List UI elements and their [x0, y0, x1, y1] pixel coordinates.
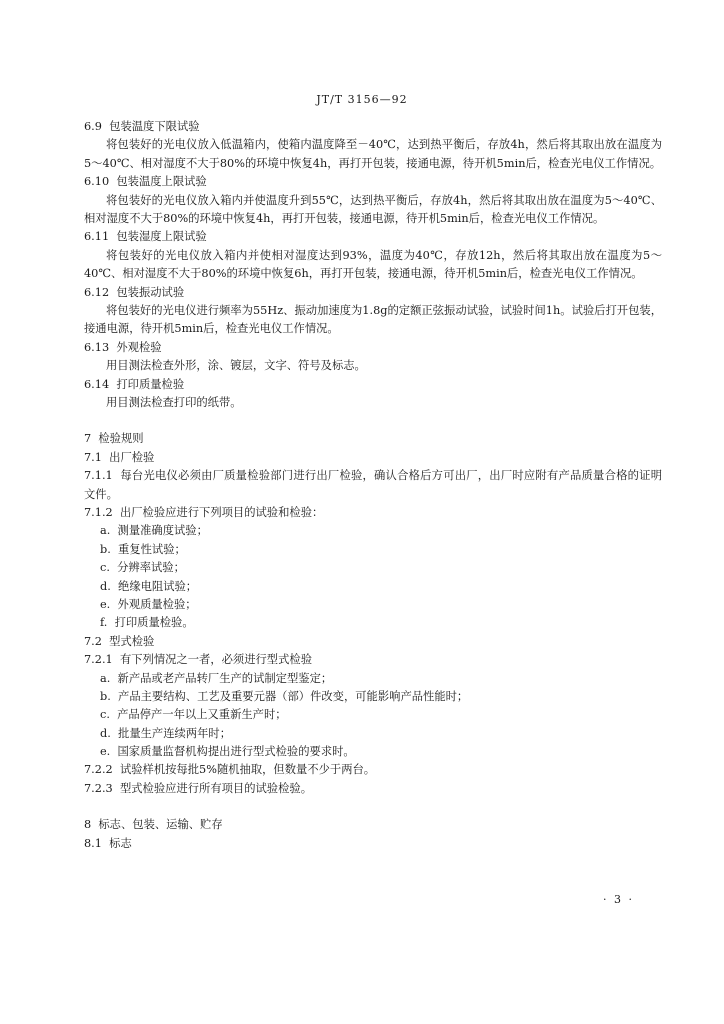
chapter-number: 8: [84, 818, 92, 832]
section-6-11-heading: [84, 228, 662, 246]
section-number: 8.1: [84, 836, 102, 850]
section-number: 6.11: [84, 230, 110, 244]
section-number: 6.9: [84, 120, 102, 133]
section-7-2-heading: [84, 633, 662, 651]
chapter-title: 标志、包装、运输、贮存: [98, 818, 223, 832]
list-item: [84, 522, 662, 540]
section-6-13-heading: [84, 339, 662, 357]
list-text: 测量准确度试验；: [117, 524, 208, 538]
section-6-12-heading: [84, 284, 662, 302]
list-marker: a.: [100, 524, 111, 538]
section-text: 试验样机按每批5%随机抽取，但数量不少于两台。: [119, 763, 376, 777]
section-number: 7.1.1: [84, 469, 113, 483]
section-title: 标志: [109, 836, 132, 850]
list-marker: e.: [100, 745, 111, 759]
section-number: 6.12: [84, 285, 110, 299]
list-marker: b.: [100, 542, 111, 556]
section-6-14-text: 用目测法检查打印的纸带。: [106, 396, 242, 409]
section-number: 7.2: [84, 634, 102, 648]
page-number: · 3 ·: [603, 893, 634, 906]
list-item: [84, 614, 662, 632]
list-text: 新产品或老产品转厂生产的试制定型鉴定；: [117, 671, 333, 685]
list-item: [84, 706, 662, 724]
list-text: 重复性试验；: [118, 542, 186, 556]
chapter-title: 检验规则: [98, 432, 144, 446]
section-title: 包装温度下限试验: [109, 120, 200, 133]
list-text: 批量生产连续两年时；: [118, 726, 231, 740]
section-title: 外观检验: [116, 340, 162, 354]
section-number: 7.2.3: [84, 781, 113, 795]
section-text: 型式检验应进行所有项目的试验检验。: [119, 781, 312, 795]
list-text: 外观质量检验；: [117, 597, 197, 611]
list-marker: a.: [100, 671, 111, 685]
list-text: 产品主要结构、工艺及重要元器（部）件改变，可能影响产品性能时；: [118, 689, 469, 703]
list-text: 绝缘电阻试验；: [118, 579, 198, 593]
section-6-12-text: 将包装好的光电仪进行频率为55Hz、振动加速度为1.8g的定额正弦振动试验，试验时间1h。试验后打开包装，接通电源，待开机5min后，检查光电仪工作情况。: [84, 304, 662, 336]
section-text: 有下列情况之一者，必须进行型式检验: [119, 653, 312, 667]
list-item: [84, 559, 662, 577]
list-text: 分辨率试验；: [117, 561, 185, 575]
section-text: 每台光电仪必须由厂质量检验部门进行出厂检验，确认合格后方可出厂，出厂时应附有产品质量合格的证明文件。: [84, 469, 662, 501]
section-6-11-text: 将包装好的光电仪放入箱内并使相对湿度达到93%，温度为40℃，存放12h，然后将其取出放在温度为5～40℃、相对湿度不大于80%的环境中恢复6h，再打开包装，接通电源，待开机5min后，检查光电仪工作情况。: [84, 248, 662, 281]
section-number: 7.1: [84, 450, 102, 464]
chapter-8-heading: [84, 816, 662, 834]
chapter-number: 7: [84, 432, 92, 446]
list-item: [84, 688, 662, 706]
list-item: [84, 670, 662, 688]
section-7-2-1: [84, 651, 662, 669]
section-number: 6.14: [84, 377, 110, 391]
list-item: [84, 725, 662, 743]
document-body: [84, 118, 662, 853]
section-number: 6.13: [84, 340, 110, 354]
list-item: [84, 596, 662, 614]
list-marker: c.: [100, 561, 110, 575]
section-7-1-2: [84, 504, 662, 522]
section-title: 型式检验: [109, 634, 155, 648]
section-7-1-heading: [84, 449, 662, 467]
section-6-9-text: 将包装好的光电仪放入低温箱内，使箱内温度降至－40℃，达到热平衡后，存放4h，然后将其取出放在温度为5～40℃、相对湿度不大于80%的环境中恢复4h，再打开包装，接通电源，待开机5min后，检查光电仪工作情况。: [84, 138, 662, 170]
section-8-1-heading: [84, 835, 662, 853]
section-number: 7.1.2: [84, 506, 113, 519]
list-marker: e.: [100, 597, 111, 611]
section-title: 打印质量检验: [116, 377, 185, 391]
section-7-2-3: [84, 780, 662, 798]
section-title: 包装湿度上限试验: [116, 230, 207, 244]
section-6-14-heading: [84, 376, 662, 394]
list-text: 打印质量检验。: [114, 616, 194, 630]
list-marker: d.: [100, 579, 111, 593]
list-item: [84, 743, 662, 761]
section-number: 7.2.1: [84, 653, 113, 667]
section-title: 包装温度上限试验: [116, 175, 207, 189]
list-item: [84, 541, 662, 559]
list-marker: c.: [100, 708, 110, 722]
section-6-13-text: 用目测法检查外形，涂、镀层，文字、符号及标志。: [106, 359, 366, 373]
section-6-10-text: 将包装好的光电仪放入箱内并使温度升到55℃，达到热平衡后，存放4h，然后将其取出放在温度为5～40℃、相对湿度不大于80%的环境中恢复4h，再打开包装，接通电源，待开机5min后，检查光电仪工作情况。: [84, 193, 662, 225]
section-title: 包装振动试验: [116, 285, 185, 299]
list-marker: f.: [100, 616, 108, 630]
section-7-2-2: [84, 761, 662, 779]
section-6-9-heading: [84, 118, 662, 136]
section-number: 6.10: [84, 175, 110, 189]
chapter-7-heading: [84, 430, 662, 448]
section-title: 出厂检验: [109, 450, 155, 464]
list-item: [84, 578, 662, 596]
section-text: 出厂检验应进行下列项目的试验和检验：: [119, 506, 324, 519]
section-7-1-1: [84, 467, 662, 504]
list-marker: d.: [100, 726, 111, 740]
list-text: 产品停产一年以上又重新生产时；: [117, 708, 287, 722]
list-marker: b.: [100, 689, 111, 703]
standard-code-header: JT/T 3156—92: [316, 93, 408, 106]
section-number: 7.2.2: [84, 763, 113, 777]
list-text: 国家质量监督机构提出进行型式检验的要求时。: [117, 745, 355, 759]
section-6-10-heading: [84, 173, 662, 191]
